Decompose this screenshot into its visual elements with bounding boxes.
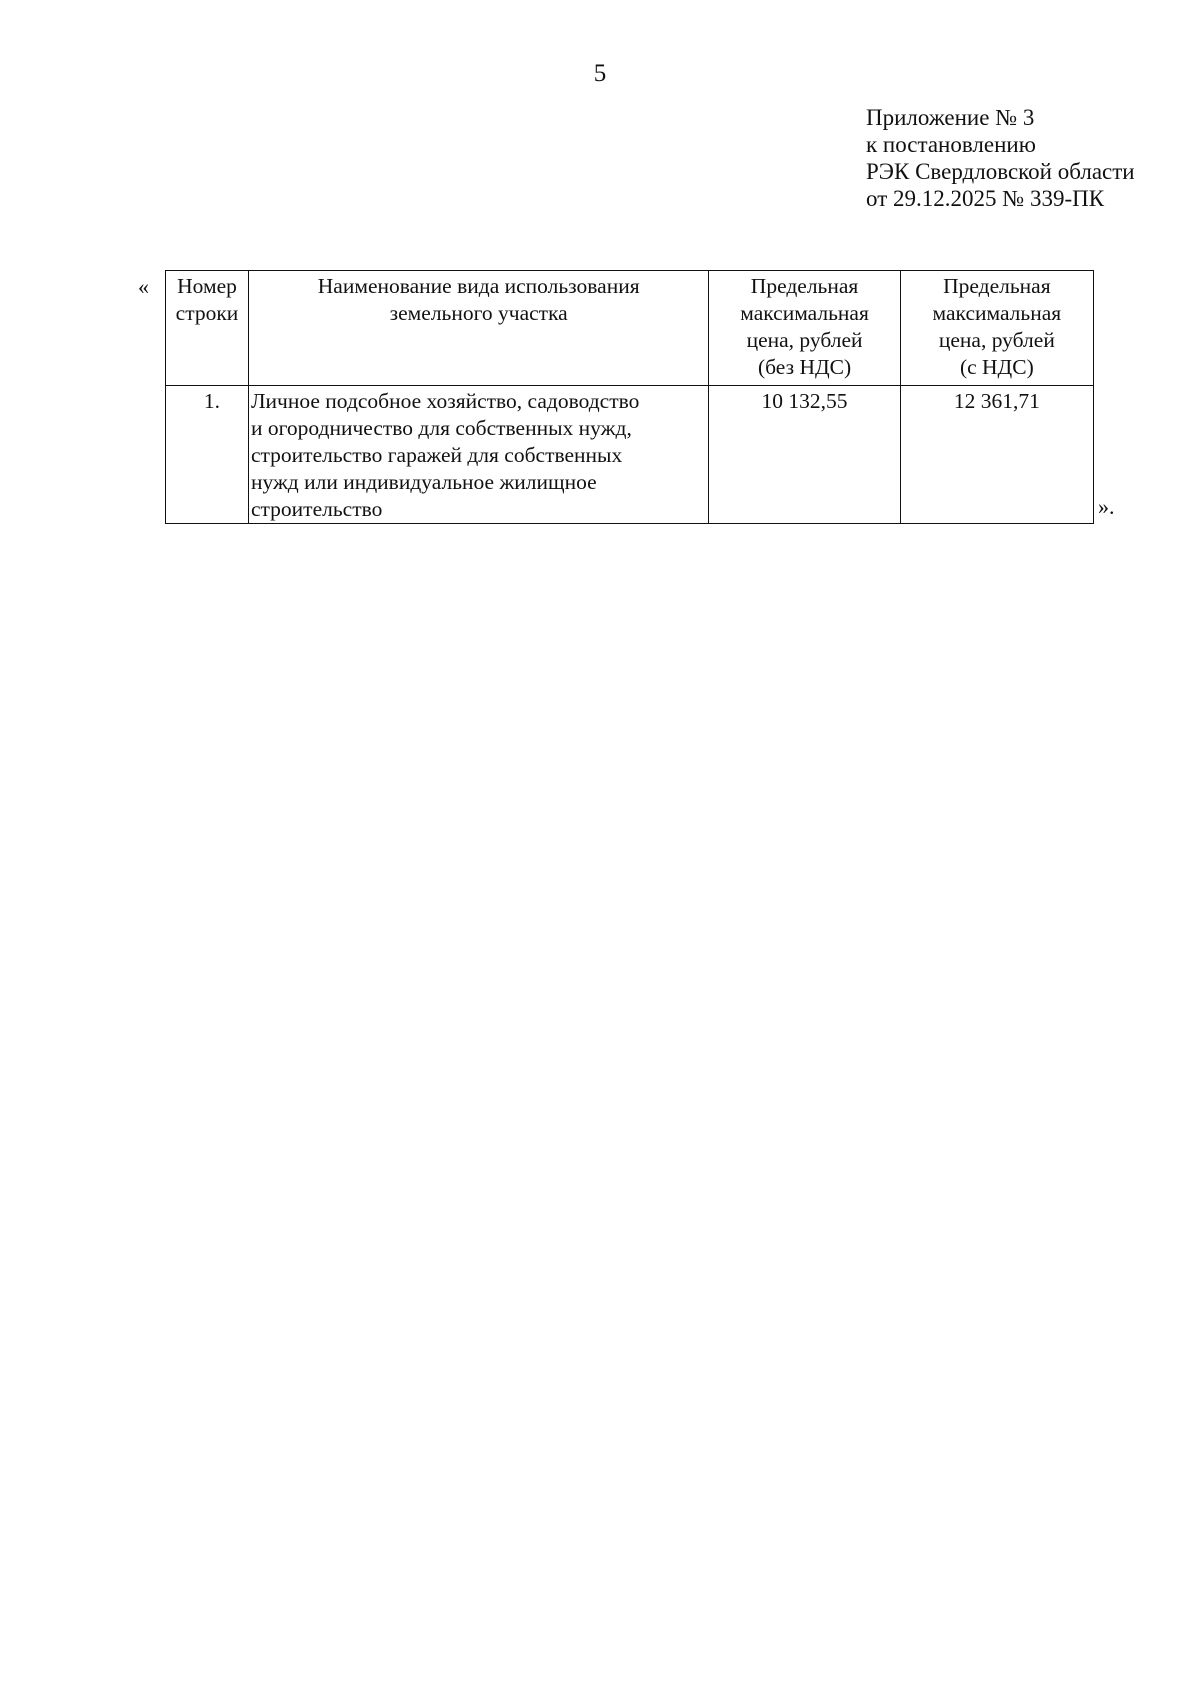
header-price-with-vat-line-3: цена, рублей <box>938 328 1055 352</box>
appendix-line-1: Приложение № 3 <box>866 105 1035 130</box>
row-number-cell: 1. <box>166 386 249 524</box>
land-use-type-line-4: нужд или индивидуальное жилищное <box>250 470 597 494</box>
page-number: 5 <box>593 60 607 87</box>
header-row <box>166 271 1094 386</box>
land-use-type-line-5: строительство <box>250 497 383 521</box>
header-row-number-line-1: Номер <box>177 274 237 298</box>
appendix-line-3: РЭК Свердловской области <box>866 159 1135 184</box>
price-with-vat-cell: 12 361,71 <box>900 386 1093 524</box>
appendix-reference <box>866 104 1135 212</box>
appendix-line-4: от 29.12.2025 № 339-ПК <box>866 186 1105 211</box>
land-use-type-line-1: Личное подсобное хозяйство, садоводство <box>250 389 640 413</box>
header-price-without-vat-line-3: цена, рублей <box>746 328 863 352</box>
table-header <box>166 271 1094 386</box>
land-use-type-line-2: и огородничество для собственных нужд, <box>250 416 632 440</box>
header-price-with-vat-line-2: максимальная <box>932 301 1062 325</box>
header-price-without-vat-line-2: максимальная <box>740 301 869 325</box>
table-row <box>166 386 1094 524</box>
header-price-without-vat-line-4: (без НДС) <box>757 355 852 379</box>
header-price-without-vat <box>709 271 900 386</box>
header-land-use-type-line-2: земельного участка <box>389 301 568 325</box>
land-use-type-cell <box>248 386 708 524</box>
opening-quote: « <box>138 274 149 299</box>
table-body <box>166 386 1094 524</box>
closing-quote: ». <box>1098 494 1115 519</box>
price-without-vat-cell: 10 132,55 <box>709 386 900 524</box>
header-land-use-type <box>248 271 708 386</box>
header-price-with-vat-line-1: Предельная <box>943 274 1051 298</box>
price-table <box>165 270 1094 524</box>
header-row-number-line-2: строки <box>175 301 239 325</box>
header-price-with-vat <box>900 271 1093 386</box>
land-use-type-line-3: строительство гаражей для собственных <box>250 443 623 467</box>
appendix-line-2: к постановлению <box>866 132 1036 157</box>
header-row-number <box>166 271 249 386</box>
header-price-without-vat-line-1: Предельная <box>750 274 859 298</box>
header-land-use-type-line-1: Наименование вида использования <box>317 274 640 298</box>
header-price-with-vat-line-4: (с НДС) <box>959 355 1034 379</box>
